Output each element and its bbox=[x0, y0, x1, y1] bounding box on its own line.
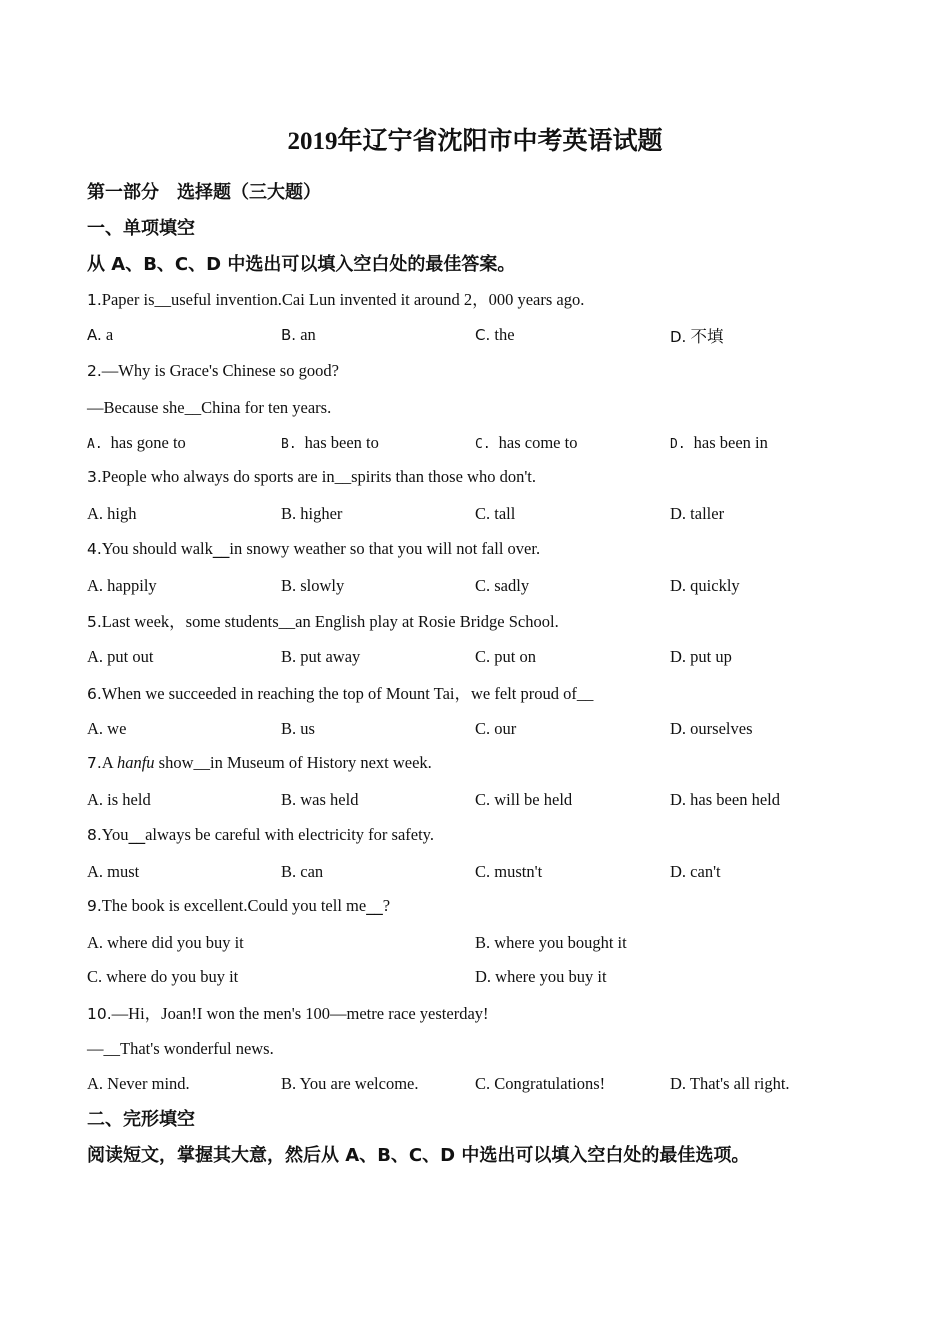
stem-text: hanfu bbox=[116, 753, 155, 772]
question-stem bbox=[87, 539, 540, 559]
stem-text: —Why is Grace's Chinese so good? bbox=[101, 361, 339, 380]
option-c bbox=[475, 719, 516, 739]
stem-text: Last week，some students__an English play at Rosie Bridge School. bbox=[101, 612, 559, 631]
option-label: A. bbox=[87, 437, 103, 452]
option-text: put on bbox=[494, 647, 536, 666]
option-label: D. bbox=[670, 647, 687, 666]
option-label: B. bbox=[281, 326, 297, 344]
option-text: Never mind. bbox=[107, 1074, 190, 1093]
option-b bbox=[281, 647, 360, 667]
question-stem bbox=[87, 467, 536, 487]
option-label: C. bbox=[475, 504, 491, 523]
option-text: sadly bbox=[494, 576, 530, 595]
question-number: 5. bbox=[87, 613, 102, 631]
option-b bbox=[281, 433, 379, 453]
option-label: D. bbox=[670, 437, 686, 452]
option-label: A. bbox=[87, 504, 104, 523]
option-text: where do you buy it bbox=[106, 967, 239, 986]
option-label: B. bbox=[281, 504, 297, 523]
option-label: B. bbox=[281, 862, 297, 881]
option-a bbox=[87, 647, 153, 667]
option-b bbox=[475, 933, 627, 953]
option-c bbox=[475, 1074, 605, 1094]
stem-text: Paper is__useful invention.Cai Lun invented it around 2，000 years ago. bbox=[101, 290, 585, 309]
option-d bbox=[670, 433, 768, 453]
question-stem bbox=[87, 361, 339, 381]
option-a bbox=[87, 433, 186, 453]
question-number: 4. bbox=[87, 540, 102, 558]
option-label: D. bbox=[670, 719, 687, 738]
section1-heading: 一、单项填空 bbox=[87, 218, 195, 239]
option-text: Congratulations! bbox=[494, 1074, 606, 1093]
part-heading: 第一部分 选择题（三大题） bbox=[87, 182, 321, 203]
option-c bbox=[475, 504, 515, 524]
option-text: has come to bbox=[498, 433, 578, 452]
option-text: higher bbox=[300, 504, 343, 523]
question-stem bbox=[87, 1000, 489, 1024]
question-stem bbox=[87, 286, 584, 310]
option-label: D. bbox=[670, 862, 687, 881]
option-text: ourselves bbox=[690, 719, 753, 738]
option-d bbox=[670, 323, 723, 347]
option-b bbox=[281, 325, 316, 345]
option-b bbox=[281, 862, 323, 882]
option-d bbox=[670, 647, 732, 667]
option-text: was held bbox=[300, 790, 359, 809]
option-text: where you buy it bbox=[495, 967, 607, 986]
option-label: D. bbox=[670, 328, 687, 346]
option-c bbox=[475, 862, 542, 882]
option-d bbox=[670, 1074, 790, 1094]
stem-text: You should walk bbox=[101, 539, 213, 558]
stem-text: The book is excellent.Could you tell me bbox=[101, 896, 367, 915]
option-d bbox=[670, 790, 780, 810]
option-a bbox=[87, 790, 151, 810]
option-label: D. bbox=[670, 790, 687, 809]
option-label: D. bbox=[475, 967, 492, 986]
option-label: A. bbox=[87, 326, 102, 344]
option-label: B. bbox=[281, 437, 297, 452]
option-c bbox=[475, 647, 536, 667]
option-b bbox=[281, 504, 342, 524]
stem-text: ? bbox=[382, 896, 391, 915]
option-d bbox=[670, 576, 740, 596]
option-label: C. bbox=[475, 790, 491, 809]
option-label: A. bbox=[87, 790, 104, 809]
option-label: A. bbox=[87, 1074, 104, 1093]
option-c bbox=[475, 790, 572, 810]
option-text: high bbox=[107, 504, 137, 523]
option-label: B. bbox=[281, 576, 297, 595]
option-text: You are welcome. bbox=[299, 1074, 419, 1093]
option-a bbox=[87, 1074, 190, 1094]
option-label: D. bbox=[670, 504, 687, 523]
option-label: B. bbox=[475, 933, 491, 952]
option-b bbox=[281, 719, 315, 739]
option-text: put up bbox=[690, 647, 732, 666]
stem-text: A bbox=[101, 753, 117, 772]
question-number: 1. bbox=[87, 291, 102, 309]
option-label: C. bbox=[475, 862, 491, 881]
option-label: C. bbox=[475, 647, 491, 666]
option-label: A. bbox=[87, 862, 104, 881]
question-stem bbox=[87, 608, 559, 632]
stem-text: __ bbox=[366, 896, 383, 915]
option-label: B. bbox=[281, 790, 297, 809]
option-label: B. bbox=[281, 1074, 297, 1093]
option-text: has been in bbox=[693, 433, 768, 452]
option-text: mustn't bbox=[494, 862, 543, 881]
option-text: 不填 bbox=[690, 327, 724, 346]
option-text: tall bbox=[494, 504, 516, 523]
question-stem bbox=[87, 753, 432, 773]
option-text: a bbox=[105, 325, 114, 344]
option-label: C. bbox=[475, 437, 491, 452]
stem-text: People who always do sports are in__spirits than those who don't. bbox=[101, 467, 537, 486]
option-label: D. bbox=[670, 576, 687, 595]
question-stem bbox=[87, 825, 434, 845]
stem-text: When we succeeded in reaching the top of Mount Tai，we felt proud of__ bbox=[101, 684, 594, 703]
option-label: D. bbox=[670, 1074, 687, 1093]
stem-text: in snowy weather so that you will not fall over. bbox=[229, 539, 541, 558]
option-a bbox=[87, 719, 126, 739]
option-text: can't bbox=[690, 862, 721, 881]
question-number: 10. bbox=[87, 1005, 112, 1023]
option-text: has been held bbox=[690, 790, 780, 809]
option-text: will be held bbox=[494, 790, 573, 809]
option-label: B. bbox=[281, 647, 297, 666]
option-a bbox=[87, 576, 157, 596]
stem-text: __ bbox=[128, 825, 146, 844]
option-text: an bbox=[300, 325, 316, 344]
option-b bbox=[281, 1074, 419, 1094]
option-a bbox=[87, 325, 113, 345]
option-a bbox=[87, 933, 244, 953]
option-text: we bbox=[107, 719, 127, 738]
option-text: us bbox=[300, 719, 315, 738]
option-text: where did you buy it bbox=[107, 933, 244, 952]
option-text: taller bbox=[690, 504, 725, 523]
option-a bbox=[87, 504, 137, 524]
option-c bbox=[475, 325, 515, 345]
option-b bbox=[281, 790, 358, 810]
option-text: the bbox=[494, 325, 515, 344]
option-text: That's all right. bbox=[689, 1074, 790, 1093]
option-label: A. bbox=[87, 933, 104, 952]
option-text: put away bbox=[300, 647, 361, 666]
option-label: A. bbox=[87, 647, 104, 666]
option-label: C. bbox=[475, 326, 491, 344]
option-d bbox=[670, 719, 753, 739]
question-stem-reply: —Because she__China for ten years. bbox=[87, 398, 332, 417]
option-text: where you bought it bbox=[494, 933, 627, 952]
section1-instruction: 从 A、B、C、D 中选出可以填入空白处的最佳答案。 bbox=[87, 254, 516, 275]
option-a bbox=[87, 862, 139, 882]
question-number: 2. bbox=[87, 362, 102, 380]
option-label: C. bbox=[87, 967, 103, 986]
option-label: B. bbox=[281, 719, 297, 738]
option-label: C. bbox=[475, 719, 491, 738]
stem-text: __ bbox=[212, 539, 230, 558]
option-label: C. bbox=[475, 576, 491, 595]
option-text: has gone to bbox=[110, 433, 186, 452]
option-text: put out bbox=[107, 647, 154, 666]
option-label: A. bbox=[87, 576, 104, 595]
section2-instruction: 阅读短文，掌握其大意，然后从 A、B、C、D 中选出可以填入空白处的最佳选项。 bbox=[87, 1145, 750, 1166]
stem-text: show__in Museum of History next week. bbox=[154, 753, 432, 772]
question-stem bbox=[87, 680, 593, 704]
question-stem-reply: —__That's wonderful news. bbox=[87, 1039, 274, 1058]
option-b bbox=[281, 576, 344, 596]
option-text: quickly bbox=[690, 576, 740, 595]
section2-heading: 二、完形填空 bbox=[87, 1109, 195, 1130]
question-number: 8. bbox=[87, 826, 102, 844]
option-c bbox=[87, 967, 238, 987]
stem-text: always be careful with electricity for safety. bbox=[145, 825, 434, 844]
question-number: 7. bbox=[87, 754, 102, 772]
option-d bbox=[670, 862, 721, 882]
option-c bbox=[475, 433, 577, 453]
stem-text: You bbox=[101, 825, 129, 844]
page-title: 2019年辽宁省沈阳市中考英语试题 bbox=[287, 128, 663, 155]
option-text: is held bbox=[107, 790, 151, 809]
option-d bbox=[475, 967, 607, 987]
option-label: C. bbox=[475, 1074, 491, 1093]
stem-text: —Hi，Joan!I won the men's 100—metre race yesterday! bbox=[111, 1004, 489, 1023]
question-stem bbox=[87, 896, 390, 916]
option-d bbox=[670, 504, 724, 524]
question-number: 9. bbox=[87, 897, 102, 915]
option-text: happily bbox=[107, 576, 157, 595]
option-c bbox=[475, 576, 529, 596]
question-number: 3. bbox=[87, 468, 102, 486]
question-number: 6. bbox=[87, 685, 102, 703]
option-text: has been to bbox=[304, 433, 379, 452]
option-text: must bbox=[107, 862, 140, 881]
option-text: our bbox=[494, 719, 517, 738]
option-text: can bbox=[300, 862, 324, 881]
option-label: A. bbox=[87, 719, 104, 738]
option-text: slowly bbox=[300, 576, 345, 595]
